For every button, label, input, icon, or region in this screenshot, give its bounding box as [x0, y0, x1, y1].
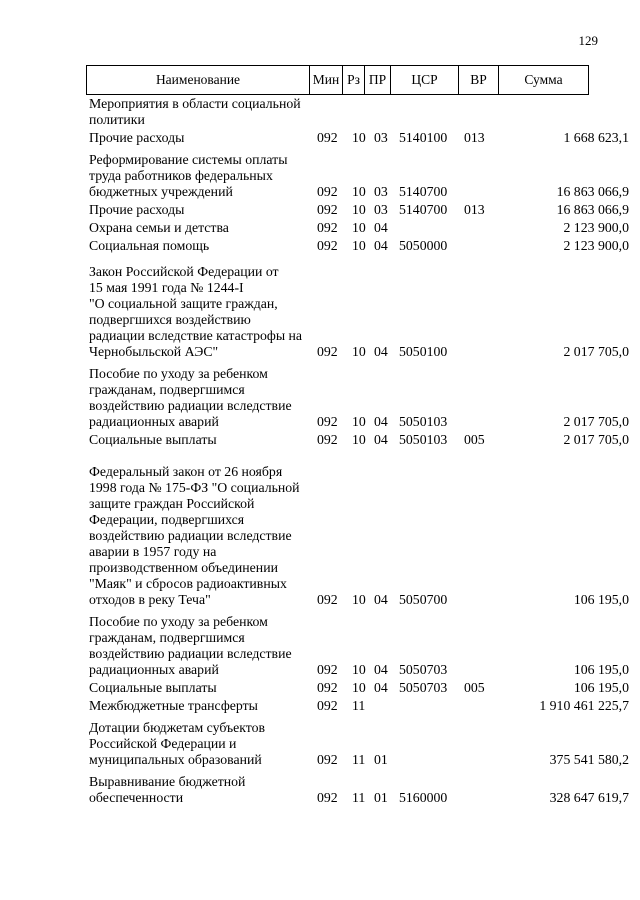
row-pr: 04 [374, 680, 388, 695]
row-csr: 5050703 [399, 662, 448, 677]
row-sum: 106 195,0 [573, 680, 629, 695]
row-csr: 5160000 [399, 790, 448, 805]
row-min: 092 [317, 662, 338, 677]
table-row [0, 366, 640, 430]
row-sum: 1 910 461 225,7 [539, 698, 629, 713]
row-sum: 375 541 580,2 [549, 752, 629, 767]
row-rz: 10 [352, 592, 366, 607]
row-name: Дотации бюджетам субъектов Российской Федерации и муниципальных образований [89, 720, 266, 767]
row-csr: 5050000 [399, 238, 448, 253]
row-name: Прочие расходы [89, 130, 185, 145]
row-sum: 2 017 705,0 [563, 432, 629, 447]
table-row [0, 130, 640, 146]
row-sum: 16 863 066,9 [556, 202, 629, 217]
row-name: Социальные выплаты [89, 432, 217, 447]
row-rz: 10 [352, 202, 366, 217]
row-pr: 03 [374, 130, 388, 145]
row-csr: 5140100 [399, 130, 448, 145]
row-rz: 10 [352, 238, 366, 253]
table-row [0, 202, 640, 218]
table-body [0, 96, 640, 806]
table-header [86, 65, 589, 95]
row-rz: 11 [352, 790, 366, 805]
row-pr: 04 [374, 662, 388, 677]
row-name: Закон Российской Федерации от 15 мая 1991 года № 1244-I "О социальной защите граждан, подвергшихся воздействию радиации вследствие катастрофы на Чернобыльской АЭС" [89, 264, 303, 359]
row-rz: 11 [352, 752, 366, 767]
table-row [0, 152, 640, 200]
row-rz: 10 [352, 344, 366, 359]
row-min: 092 [317, 344, 338, 359]
row-name: Выравнивание бюджетной обеспеченности [89, 774, 246, 805]
row-name: Охрана семьи и детства [89, 220, 229, 235]
table-row [0, 264, 640, 360]
row-sum: 106 195,0 [573, 662, 629, 677]
row-pr: 04 [374, 432, 388, 447]
row-min: 092 [317, 238, 338, 253]
row-rz: 10 [352, 220, 366, 235]
table-row [0, 720, 640, 768]
row-pr: 04 [374, 592, 388, 607]
row-vr: 013 [464, 202, 485, 217]
row-csr: 5050103 [399, 414, 448, 429]
row-name: Мероприятия в области социальной политики [89, 96, 301, 127]
row-min: 092 [317, 698, 338, 713]
table-row [0, 432, 640, 448]
table-row [0, 238, 640, 254]
row-sum: 2 123 900,0 [563, 238, 629, 253]
row-csr: 5140700 [399, 184, 448, 199]
row-rz: 11 [352, 698, 366, 713]
row-pr: 04 [374, 220, 388, 235]
row-sum: 106 195,0 [573, 592, 629, 607]
row-min: 092 [317, 592, 338, 607]
table-row [0, 614, 640, 678]
table-row [0, 774, 640, 806]
row-min: 092 [317, 790, 338, 805]
row-pr: 03 [374, 202, 388, 217]
row-csr: 5050103 [399, 432, 448, 447]
row-vr: 013 [464, 130, 485, 145]
row-pr: 04 [374, 344, 388, 359]
row-rz: 10 [352, 414, 366, 429]
header-min: Мин [309, 66, 342, 94]
row-name: Пособие по уходу за ребенком гражданам, подвергшимся воздействию радиации вследствие радиационных аварий [89, 614, 292, 677]
row-vr: 005 [464, 680, 485, 695]
row-csr: 5140700 [399, 202, 448, 217]
header-pr: ПР [364, 66, 390, 94]
row-rz: 10 [352, 184, 366, 199]
table-row [0, 698, 640, 714]
page-number: 129 [578, 33, 598, 48]
header-name: Наименование [155, 72, 241, 87]
row-pr: 03 [374, 184, 388, 199]
row-rz: 10 [352, 130, 366, 145]
header-vr: ВР [458, 66, 498, 94]
row-vr: 005 [464, 432, 485, 447]
row-min: 092 [317, 432, 338, 447]
table-row [0, 680, 640, 696]
row-min: 092 [317, 752, 338, 767]
row-sum: 1 668 623,1 [563, 130, 629, 145]
row-rz: 10 [352, 680, 366, 695]
header-csr: ЦСР [390, 66, 458, 94]
row-sum: 2 123 900,0 [563, 220, 629, 235]
row-min: 092 [317, 130, 338, 145]
row-name: Социальные выплаты [89, 680, 217, 695]
row-min: 092 [317, 202, 338, 217]
row-sum: 2 017 705,0 [563, 414, 629, 429]
row-name: Межбюджетные трансферты [89, 698, 258, 713]
row-pr: 01 [374, 752, 388, 767]
row-rz: 10 [352, 662, 366, 677]
row-min: 092 [317, 220, 338, 235]
header-rz: Рз [342, 66, 364, 94]
row-pr: 04 [374, 414, 388, 429]
table-row [0, 96, 640, 128]
row-min: 092 [317, 414, 338, 429]
row-min: 092 [317, 184, 338, 199]
row-name: Прочие расходы [89, 202, 185, 217]
row-csr: 5050700 [399, 592, 448, 607]
row-csr: 5050703 [399, 680, 448, 695]
row-rz: 10 [352, 432, 366, 447]
row-name: Пособие по уходу за ребенком гражданам, подвергшимся воздействию радиации вследствие радиационных аварий [89, 366, 292, 429]
table-row [0, 464, 640, 608]
row-sum: 2 017 705,0 [563, 344, 629, 359]
row-name: Реформирование системы оплаты труда работников федеральных бюджетных учреждений [89, 152, 288, 199]
table-row [0, 220, 640, 236]
row-pr: 01 [374, 790, 388, 805]
row-pr: 04 [374, 238, 388, 253]
row-min: 092 [317, 680, 338, 695]
row-sum: 16 863 066,9 [556, 184, 629, 199]
row-name: Федеральный закон от 26 ноября 1998 года № 175-ФЗ "О социальной защите граждан Российской Федерации, подвергшихся воздействию радиации вследствие аварии в 1957 году на производственном объединении "Маяк" и сбросов радиоактивных отходов в реку Теча" [89, 464, 300, 607]
row-sum: 328 647 619,7 [549, 790, 629, 805]
header-sum: Сумма [498, 66, 588, 94]
row-csr: 5050100 [399, 344, 448, 359]
row-name: Социальная помощь [89, 238, 210, 253]
